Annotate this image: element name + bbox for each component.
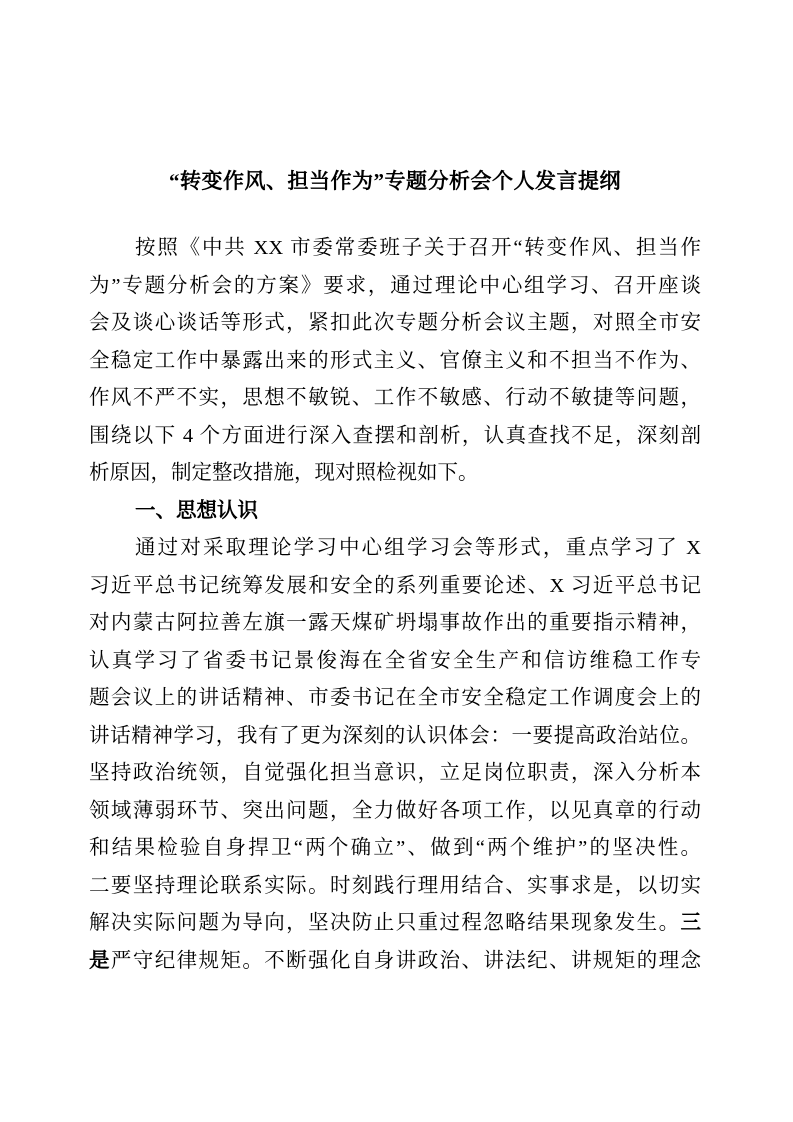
section-1-paragraph: [89, 530, 701, 980]
text-line: [89, 343, 701, 381]
text-line: [89, 643, 701, 681]
text-run: 会及谈心谈话等形式，紧扣此次专题分析会议主题，对照全市安: [89, 312, 701, 334]
text-line: [89, 230, 701, 268]
text-run: 围绕以下 4 个方面进行深入查摆和剖析，认真查找不足，深刻剖: [89, 424, 701, 447]
text-run: 认真学习了省委书记景俊海在全省安全生产和信访维稳工作专: [89, 649, 701, 672]
text-line: [89, 793, 701, 831]
text-line: [89, 418, 701, 456]
bold-text-run: 一、思想认识: [135, 499, 258, 522]
text-line: [89, 493, 701, 531]
text-line: [89, 268, 701, 306]
text-run: 作风不严不实，思想不敏锐、工作不敏感、行动不敏捷等问题，: [89, 387, 701, 409]
text-run: 二要坚持理论联系实际。时刻践行理用结合、实事求是，以切实: [89, 874, 701, 897]
text-run: 析原因，制定整改措施，现对照检视如下。: [89, 462, 479, 484]
text-line: [89, 905, 701, 943]
text-line: [89, 943, 701, 981]
text-line: [89, 605, 701, 643]
text-run: 按照《中共 XX 市委常委班子关于召开“转变作风、担当作: [135, 237, 701, 259]
text-run: 为”专题分析会的方案》要求，通过理论中心组学习、召开座谈: [89, 274, 701, 297]
text-run: 严守纪律规矩。不断强化自身讲政治、讲法纪、讲规矩的理念: [110, 949, 701, 972]
text-run: 坚持政治统领，自觉强化担当意识，立足岗位职责，深入分析本: [89, 762, 701, 784]
text-line: [89, 380, 701, 418]
document-body: [89, 230, 701, 980]
bold-text-run: 三: [680, 912, 701, 934]
text-run: 习近平总书记统筹发展和安全的系列重要论述、X 习近平总书记: [89, 574, 701, 597]
text-run: 全稳定工作中暴露出来的形式主义、官僚主义和不担当不作为、: [89, 349, 701, 372]
text-line: [89, 680, 701, 718]
text-run: 讲话精神学习，我有了更为深刻的认识体会：一要提高政治站位。: [89, 724, 701, 747]
text-run: 对内蒙古阿拉善左旗一露天煤矿坍塌事故作出的重要指示精神，: [89, 612, 701, 634]
text-line: [89, 530, 701, 568]
text-run: 题会议上的讲话精神、市委书记在全市安全稳定工作调度会上的: [89, 687, 701, 709]
text-run: 和结果检验自身捍卫“两个确立”、做到“两个维护”的坚决性。: [89, 837, 701, 859]
text-run: 通过对采取理论学习中心组学习会等形式，重点学习了 X: [135, 537, 701, 559]
text-line: [89, 305, 701, 343]
text-line: [89, 568, 701, 606]
document-title: “转变作风、担当作为”专题分析会个人发言提纲: [169, 169, 621, 193]
text-line: [89, 755, 701, 793]
text-line: [89, 718, 701, 756]
text-line: [89, 455, 701, 493]
text-line: [89, 830, 701, 868]
text-run: 解决实际问题为导向，坚决防止只重过程忽略结果现象发生。: [89, 912, 681, 934]
text-line: [89, 868, 701, 906]
section-heading-1: [89, 493, 701, 531]
bold-text-run: 是: [89, 949, 111, 972]
opening-paragraph: [89, 230, 701, 493]
text-run: 领域薄弱环节、突出问题，全力做好各项工作，以见真章的行动: [89, 799, 701, 822]
